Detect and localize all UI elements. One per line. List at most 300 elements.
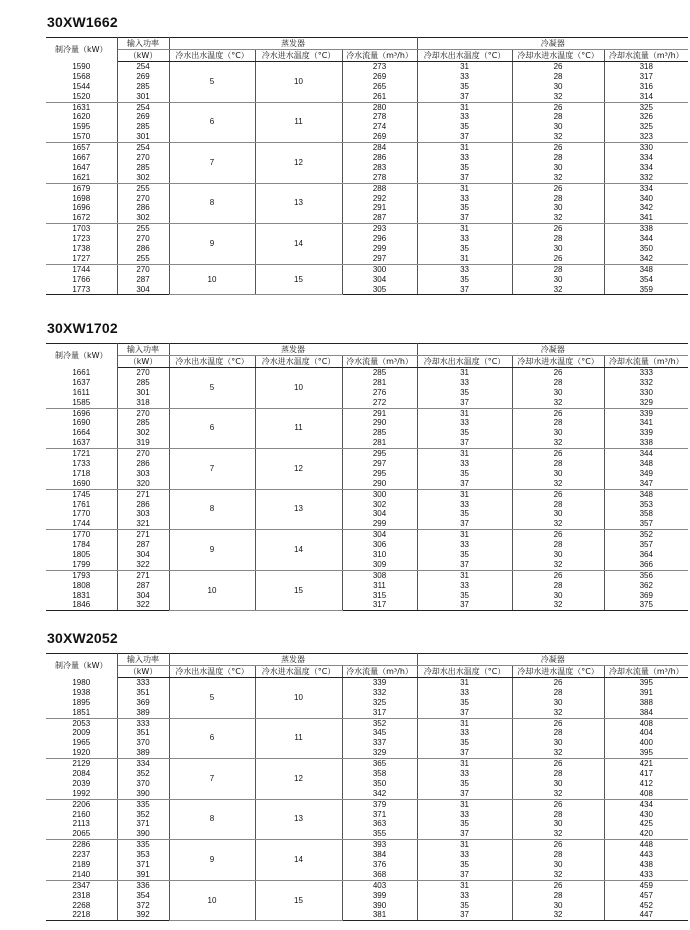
input-power-cell: 302: [117, 173, 169, 183]
table-row: [46, 388, 688, 398]
input-power-cell: 287: [117, 540, 169, 550]
cooling-water-flow-cell: 333: [639, 367, 653, 377]
chilled-water-in-temp-cell: 12: [255, 143, 342, 184]
chilled-water-flow-cell: 290: [342, 479, 417, 489]
cooling-water-flow-cell: 362: [639, 580, 653, 590]
cooling-water-out-temp-cell: 31: [417, 62, 512, 72]
chilled-water-flow-cell: 290: [342, 418, 417, 428]
cooling-capacity-header: 制冷量（kW）: [46, 344, 117, 368]
cooling-water-out-temp-cell: 31: [417, 489, 512, 499]
cooling-water-out-temp-cell: 37: [417, 829, 512, 839]
table-row: [46, 870, 688, 880]
input-power-cell: 353: [117, 850, 169, 860]
chilled-water-flow-cell: 379: [342, 799, 417, 809]
cooling-water-flow-cell: 417: [639, 769, 653, 778]
cooling-water-out-temp-cell: 37: [417, 92, 512, 102]
cooling-water-in-temp-cell: 26: [512, 224, 604, 234]
evaporator-header: 蒸发器: [169, 344, 417, 356]
cooling-water-flow-cell: 344: [639, 234, 653, 244]
cooling-water-flow-cell: 349: [639, 468, 653, 478]
input-power-cell: 389: [117, 708, 169, 718]
cooling-water-flow-cell: 395: [639, 677, 653, 687]
cooling-capacity-cell: 1761: [46, 500, 117, 510]
cooling-capacity-cell: 2009: [46, 728, 117, 738]
cooling-capacity-cell: 1690: [46, 418, 117, 428]
cooling-capacity-cell: 1637: [46, 378, 117, 388]
table-row: [46, 398, 688, 408]
cooling-water-in-temp-cell: 32: [512, 213, 604, 223]
cooling-water-out-temp-header: 冷却水出水温度（°C）: [417, 666, 512, 678]
cooling-capacity-cell: 1793: [46, 570, 117, 580]
chilled-water-flow-cell: 281: [342, 378, 417, 388]
cooling-water-out-temp-cell: 37: [417, 398, 512, 408]
table-row: [46, 244, 688, 254]
table-row: [46, 254, 688, 264]
input-power-cell: 334: [117, 759, 169, 769]
input-power-cell: 271: [117, 570, 169, 580]
cooling-water-in-temp-cell: 32: [512, 173, 604, 183]
cooling-water-flow-cell: 348: [639, 489, 653, 499]
cooling-water-in-temp-cell: 28: [512, 378, 604, 388]
cooling-capacity-cell: 1520: [46, 92, 117, 102]
cooling-water-out-temp-cell: 31: [417, 408, 512, 418]
cooling-capacity-cell: 1664: [46, 428, 117, 438]
cooling-water-out-temp-cell: 37: [417, 519, 512, 529]
cooling-capacity-header: 制冷量（kW）: [46, 654, 117, 678]
chilled-water-flow-cell: 384: [342, 850, 417, 860]
cooling-water-in-temp-cell: 26: [512, 183, 604, 193]
cooling-water-flow-cell: 359: [604, 285, 688, 295]
cooling-water-out-temp-cell: 33: [417, 153, 512, 163]
cooling-water-flow-cell: 318: [639, 61, 653, 71]
cooling-capacity-cell: 2129: [46, 759, 117, 769]
cooling-capacity-cell: 1846: [46, 600, 117, 610]
cooling-water-flow-header: 冷却水流量（m³/h）: [604, 666, 688, 678]
cooling-capacity-cell: 1657: [46, 143, 117, 153]
input-power-cell: 333: [117, 678, 169, 688]
input-power-cell: 303: [117, 469, 169, 479]
chilled-water-in-temp-cell: 11: [255, 102, 342, 143]
chilled-water-in-temp-cell: 10: [255, 678, 342, 719]
chilled-water-flow-cell: 304: [342, 509, 417, 519]
cooling-water-flow-cell: 341: [639, 418, 653, 428]
header-row-1: [46, 344, 688, 356]
cooling-water-in-temp-cell: 32: [512, 92, 604, 102]
cooling-water-out-temp-cell: 35: [417, 388, 512, 398]
table-row: [46, 738, 688, 748]
input-power-cell: 285: [117, 122, 169, 132]
input-power-cell: 301: [117, 132, 169, 142]
cooling-capacity-header: 制冷量（kW）: [46, 38, 117, 62]
input-power-cell: 369: [117, 698, 169, 708]
chilled-water-out-temp-cell: 8: [169, 183, 255, 224]
cooling-capacity-cell: 1744: [46, 264, 117, 274]
chilled-water-flow-cell: 291: [342, 408, 417, 418]
chilled-water-flow-cell: 390: [342, 901, 417, 911]
cooling-water-flow-cell: 434: [639, 799, 653, 809]
cooling-capacity-cell: 1773: [46, 285, 117, 295]
chilled-water-out-temp-cell: 5: [169, 62, 255, 103]
input-power-cell: 271: [117, 489, 169, 499]
input-power-cell: 319: [117, 438, 169, 448]
cooling-capacity-cell: 1723: [46, 234, 117, 244]
input-power-cell: 286: [117, 500, 169, 510]
cooling-water-flow-cell: 323: [604, 132, 688, 142]
cooling-water-out-temp-cell: 35: [417, 698, 512, 708]
table-row: [46, 203, 688, 213]
cooling-water-out-temp-cell: 33: [417, 688, 512, 698]
cooling-water-flow-cell: 430: [639, 809, 653, 819]
cooling-capacity-cell: 1831: [46, 591, 117, 601]
cooling-water-out-temp-cell: 35: [417, 860, 512, 870]
cooling-water-out-temp-cell: 31: [417, 449, 512, 459]
cooling-water-flow-cell: 352: [639, 530, 653, 540]
input-power-cell: 318: [117, 398, 169, 408]
chilled-water-flow-cell: 368: [342, 870, 417, 880]
chilled-water-flow-cell: 269: [342, 72, 417, 82]
cooling-water-out-temp-cell: 33: [417, 459, 512, 469]
cooling-water-in-temp-cell: 26: [512, 840, 604, 850]
table-row: [46, 799, 688, 809]
input-power-cell: 320: [117, 479, 169, 489]
table-row: [46, 759, 688, 769]
cooling-water-flow-cell: 338: [639, 224, 653, 234]
input-power-cell: 335: [117, 840, 169, 850]
chilled-water-flow-cell: 295: [342, 449, 417, 459]
input-power-cell: 285: [117, 82, 169, 92]
input-power-cell: 322: [117, 560, 169, 570]
cooling-capacity-cell: 2140: [46, 870, 117, 880]
cooling-water-in-temp-cell: 28: [512, 769, 604, 779]
chilled-water-in-temp-cell: 10: [255, 62, 342, 103]
cooling-water-out-temp-cell: 33: [417, 850, 512, 860]
cooling-capacity-cell: 1805: [46, 550, 117, 560]
chilled-water-out-temp-cell: 6: [169, 408, 255, 449]
table-row: [46, 530, 688, 540]
chilled-water-in-temp-cell: 14: [255, 840, 342, 881]
cooling-water-out-temp-cell: 35: [417, 550, 512, 560]
cooling-water-out-temp-cell: 37: [417, 479, 512, 489]
cooling-water-out-temp-cell: 31: [417, 530, 512, 540]
cooling-water-flow-cell: 340: [639, 193, 653, 203]
table-row: [46, 600, 688, 610]
cooling-water-flow-cell: 438: [639, 860, 653, 869]
cooling-water-in-temp-cell: 28: [512, 112, 604, 122]
cooling-capacity-cell: 1895: [46, 698, 117, 708]
table-row: [46, 112, 688, 122]
cooling-water-out-temp-cell: 31: [417, 678, 512, 688]
cooling-capacity-cell: 1585: [46, 398, 117, 408]
cooling-water-flow-cell: 421: [639, 759, 653, 769]
cooling-capacity-cell: 2318: [46, 891, 117, 901]
section-title: 30XW2052: [47, 630, 118, 646]
input-power-cell: 301: [117, 92, 169, 102]
chilled-water-in-temp-header: 冷水进水温度（°C）: [255, 356, 342, 368]
input-power-cell: 286: [117, 244, 169, 254]
cooling-water-flow-cell: 350: [639, 244, 653, 253]
cooling-water-out-temp-cell: 31: [417, 368, 512, 378]
cooling-water-out-temp-header: 冷却水出水温度（°C）: [417, 50, 512, 62]
chilled-water-flow-cell: 352: [342, 718, 417, 728]
input-power-cell: 254: [117, 62, 169, 72]
cooling-capacity-cell: 1718: [46, 469, 117, 479]
chilled-water-in-temp-cell: 15: [255, 880, 342, 921]
chilled-water-in-temp-header: 冷水进水温度（°C）: [255, 666, 342, 678]
table-row: [46, 234, 688, 244]
chilled-water-flow-cell: 358: [342, 769, 417, 779]
input-power-cell: 304: [117, 591, 169, 601]
chilled-water-flow-cell: 365: [342, 759, 417, 769]
chilled-water-out-temp-cell: 10: [169, 264, 255, 295]
cooling-water-flow-cell: 457: [639, 890, 653, 900]
input-power-cell: 352: [117, 810, 169, 820]
cooling-water-in-temp-cell: 30: [512, 122, 604, 132]
table-row: [46, 550, 688, 560]
input-power-cell: 270: [117, 194, 169, 204]
cooling-water-out-temp-cell: 35: [417, 275, 512, 285]
chilled-water-flow-cell: 376: [342, 860, 417, 870]
cooling-capacity-cell: 1696: [46, 203, 117, 213]
cooling-water-out-temp-cell: 31: [417, 718, 512, 728]
table-row: [46, 829, 688, 839]
performance-table: [46, 37, 688, 295]
cooling-capacity-cell: 1696: [46, 408, 117, 418]
chilled-water-flow-cell: 288: [342, 183, 417, 193]
chilled-water-flow-cell: 393: [342, 840, 417, 850]
cooling-water-in-temp-cell: 32: [512, 708, 604, 718]
chilled-water-out-temp-cell: 9: [169, 224, 255, 265]
cooling-water-flow-cell: 332: [604, 173, 688, 183]
cooling-water-flow-cell: 357: [639, 540, 653, 550]
table-row: [46, 173, 688, 183]
table-row: [46, 428, 688, 438]
table-row: [46, 560, 688, 570]
table-row: [46, 591, 688, 601]
cooling-water-in-temp-cell: 32: [512, 560, 604, 570]
table-row: [46, 688, 688, 698]
cooling-water-out-temp-cell: 37: [417, 748, 512, 758]
cooling-water-flow-cell: 341: [604, 213, 688, 223]
cooling-water-flow-cell: 330: [639, 387, 653, 397]
table-row: [46, 540, 688, 550]
cooling-water-in-temp-cell: 28: [512, 72, 604, 82]
table-row: [46, 769, 688, 779]
cooling-water-out-temp-cell: 33: [417, 264, 512, 274]
condenser-header: 冷凝器: [417, 344, 688, 356]
cooling-water-in-temp-cell: 26: [512, 254, 604, 264]
cooling-capacity-cell: 1938: [46, 688, 117, 698]
cooling-capacity-cell: 2160: [46, 810, 117, 820]
cooling-water-out-temp-cell: 33: [417, 810, 512, 820]
cooling-capacity-cell: 1920: [46, 748, 117, 758]
chilled-water-flow-cell: 311: [342, 581, 417, 591]
cooling-water-flow-cell: 316: [639, 81, 653, 91]
cooling-water-in-temp-cell: 26: [512, 570, 604, 580]
cooling-water-in-temp-cell: 26: [512, 880, 604, 890]
table-row: [46, 570, 688, 580]
chilled-water-flow-header: 冷水流量（m³/h）: [342, 356, 417, 368]
cooling-water-out-temp-cell: 37: [417, 789, 512, 799]
input-power-cell: 255: [117, 254, 169, 264]
input-power-cell: 287: [117, 581, 169, 591]
cooling-water-in-temp-cell: 28: [512, 418, 604, 428]
table-row: [46, 183, 688, 193]
chilled-water-out-temp-header: 冷水出水温度（°C）: [169, 356, 255, 368]
input-power-cell: 270: [117, 153, 169, 163]
cooling-water-in-temp-header: 冷却水进水温度（°C）: [512, 666, 604, 678]
input-power-cell: 302: [117, 213, 169, 223]
chilled-water-flow-cell: 403: [342, 880, 417, 890]
cooling-water-in-temp-cell: 32: [512, 789, 604, 799]
chilled-water-flow-cell: 342: [342, 789, 417, 799]
cooling-capacity-cell: 1851: [46, 708, 117, 718]
input-power-cell: 270: [117, 408, 169, 418]
chilled-water-flow-cell: 299: [342, 519, 417, 529]
chilled-water-flow-header: 冷水流量（m³/h）: [342, 666, 417, 678]
chilled-water-out-temp-cell: 10: [169, 880, 255, 921]
chilled-water-flow-cell: 278: [342, 173, 417, 183]
chilled-water-flow-cell: 304: [342, 275, 417, 285]
table-row: [46, 132, 688, 142]
chilled-water-flow-cell: 300: [342, 264, 417, 274]
chilled-water-flow-cell: 329: [342, 748, 417, 758]
chilled-water-out-temp-cell: 5: [169, 368, 255, 409]
cooling-water-out-temp-cell: 37: [417, 910, 512, 920]
cooling-water-in-temp-cell: 28: [512, 459, 604, 469]
cooling-water-flow-cell: 329: [604, 398, 688, 408]
chilled-water-flow-cell: 285: [342, 428, 417, 438]
cooling-capacity-cell: 1620: [46, 112, 117, 122]
input-power-cell: 270: [117, 368, 169, 378]
chilled-water-in-temp-cell: 15: [255, 570, 342, 611]
table-row: [46, 581, 688, 591]
cooling-water-flow-cell: 391: [639, 687, 653, 697]
cooling-water-flow-cell: 366: [604, 560, 688, 570]
chilled-water-in-temp-cell: 13: [255, 489, 342, 530]
cooling-capacity-cell: 1667: [46, 153, 117, 163]
cooling-water-flow-cell: 325: [639, 122, 653, 132]
cooling-capacity-cell: 1744: [46, 519, 117, 529]
cooling-water-in-temp-cell: 26: [512, 759, 604, 769]
table-row: [46, 850, 688, 860]
cooling-capacity-cell: 1770: [46, 530, 117, 540]
cooling-water-out-temp-cell: 37: [417, 173, 512, 183]
cooling-water-flow-cell: 433: [604, 870, 688, 880]
chilled-water-flow-cell: 302: [342, 500, 417, 510]
cooling-water-out-temp-cell: 37: [417, 560, 512, 570]
cooling-water-out-temp-cell: 33: [417, 581, 512, 591]
cooling-capacity-cell: 1570: [46, 132, 117, 142]
cooling-capacity-cell: 1703: [46, 224, 117, 234]
chilled-water-in-temp-cell: 14: [255, 224, 342, 265]
chilled-water-flow-cell: 310: [342, 550, 417, 560]
table-row: [46, 122, 688, 132]
performance-table: [46, 653, 688, 921]
cooling-capacity-cell: 1733: [46, 459, 117, 469]
cooling-water-in-temp-cell: 26: [512, 102, 604, 112]
cooling-water-in-temp-cell: 30: [512, 428, 604, 438]
cooling-water-out-temp-cell: 33: [417, 891, 512, 901]
cooling-capacity-cell: 1672: [46, 213, 117, 223]
chilled-water-flow-cell: 291: [342, 203, 417, 213]
table-row: [46, 509, 688, 519]
input-power-header-line1: 输入功率: [117, 38, 169, 50]
input-power-header-line2: （kW）: [117, 666, 169, 678]
cooling-water-out-temp-cell: 33: [417, 194, 512, 204]
cooling-water-in-temp-cell: 26: [512, 678, 604, 688]
cooling-water-out-temp-cell: 37: [417, 285, 512, 295]
input-power-cell: 286: [117, 203, 169, 213]
cooling-water-out-temp-cell: 35: [417, 163, 512, 173]
chilled-water-out-temp-cell: 9: [169, 530, 255, 571]
cooling-capacity-cell: 2053: [46, 718, 117, 728]
chilled-water-flow-cell: 286: [342, 153, 417, 163]
cooling-capacity-cell: 1611: [46, 388, 117, 398]
table-row: [46, 901, 688, 911]
cooling-water-in-temp-cell: 30: [512, 901, 604, 911]
cooling-water-in-temp-cell: 30: [512, 203, 604, 213]
chilled-water-flow-cell: 273: [342, 62, 417, 72]
cooling-water-out-temp-cell: 35: [417, 738, 512, 748]
cooling-water-in-temp-cell: 30: [512, 738, 604, 748]
table-row: [46, 163, 688, 173]
cooling-capacity-cell: 2347: [46, 880, 117, 890]
input-power-cell: 390: [117, 829, 169, 839]
chilled-water-out-temp-cell: 5: [169, 678, 255, 719]
cooling-water-in-temp-cell: 26: [512, 449, 604, 459]
cooling-water-flow-cell: 420: [604, 829, 688, 839]
chilled-water-flow-cell: 325: [342, 698, 417, 708]
chilled-water-flow-cell: 355: [342, 829, 417, 839]
cooling-water-in-temp-cell: 28: [512, 194, 604, 204]
table-row: [46, 102, 688, 112]
table-row: [46, 728, 688, 738]
table-row: [46, 469, 688, 479]
input-power-cell: 371: [117, 860, 169, 870]
cooling-water-flow-cell: 448: [639, 840, 653, 850]
cooling-capacity-cell: 2237: [46, 850, 117, 860]
chilled-water-in-temp-cell: 13: [255, 799, 342, 840]
cooling-water-out-temp-cell: 35: [417, 122, 512, 132]
cooling-capacity-cell: 1727: [46, 254, 117, 264]
cooling-water-in-temp-cell: 26: [512, 62, 604, 72]
chilled-water-out-temp-cell: 6: [169, 718, 255, 759]
cooling-water-out-temp-cell: 37: [417, 438, 512, 448]
cooling-water-flow-cell: 314: [604, 92, 688, 102]
cooling-water-in-temp-cell: 28: [512, 850, 604, 860]
cooling-water-flow-cell: 408: [604, 789, 688, 799]
cooling-capacity-cell: 1738: [46, 244, 117, 254]
chilled-water-flow-cell: 306: [342, 540, 417, 550]
cooling-water-flow-cell: 317: [639, 71, 653, 81]
cooling-water-in-temp-cell: 28: [512, 540, 604, 550]
table-row: [46, 479, 688, 489]
cooling-water-in-temp-cell: 26: [512, 489, 604, 499]
chilled-water-flow-cell: 315: [342, 591, 417, 601]
input-power-cell: 335: [117, 799, 169, 809]
cooling-water-out-temp-cell: 35: [417, 428, 512, 438]
cooling-water-in-temp-cell: 30: [512, 550, 604, 560]
table-row: [46, 194, 688, 204]
table-row: [46, 698, 688, 708]
cooling-capacity-cell: 1770: [46, 509, 117, 519]
cooling-capacity-cell: 2065: [46, 829, 117, 839]
cooling-water-flow-cell: 425: [639, 819, 653, 829]
cooling-water-flow-cell: 459: [639, 880, 653, 890]
table-row: [46, 213, 688, 223]
chilled-water-flow-cell: 261: [342, 92, 417, 102]
input-power-cell: 255: [117, 183, 169, 193]
